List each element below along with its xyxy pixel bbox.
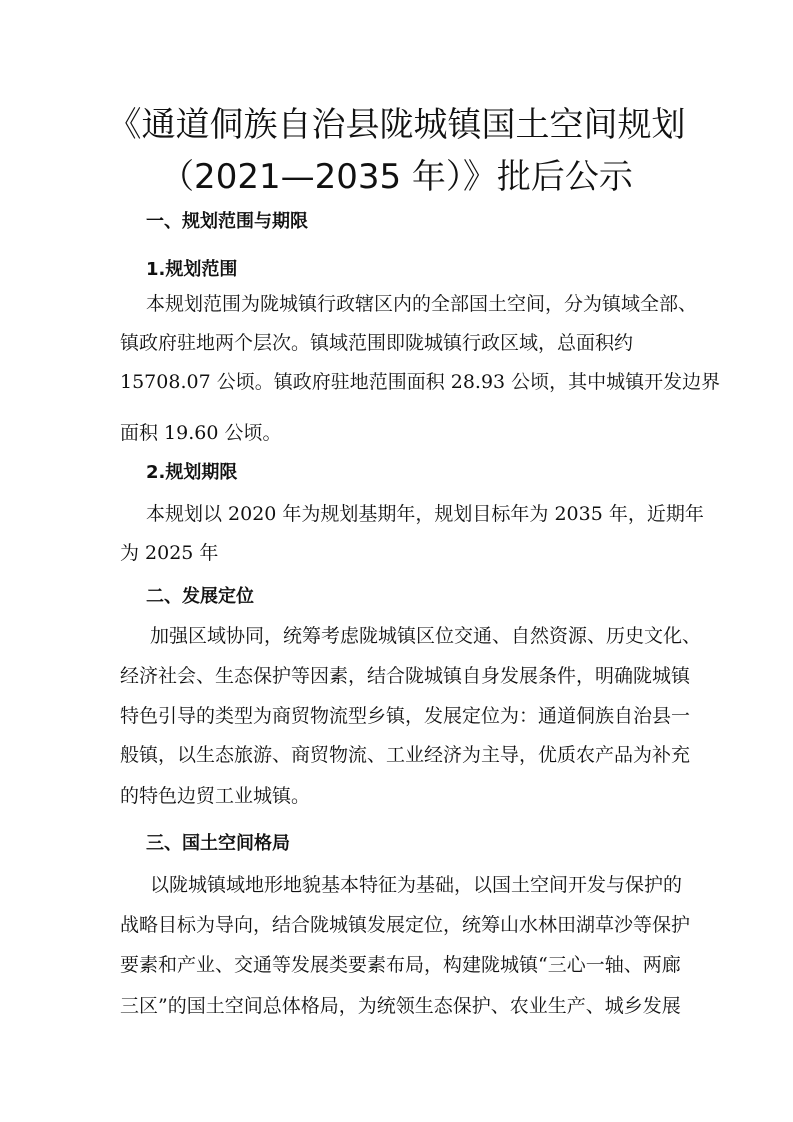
- paragraph-line: 战略目标为导向，结合陇城镇发展定位，统筹山水林田湖草沙等保护: [120, 914, 691, 936]
- document-title-line-1: 《通道侗族自治县陇城镇国土空间规划: [107, 105, 686, 145]
- section-1-heading: 一、规划范围与期限: [146, 211, 308, 232]
- paragraph-line: 本规划范围为陇城镇行政辖区内的全部国土空间，分为镇域全部、: [146, 293, 698, 315]
- paragraph-line: 般镇，以生态旅游、商贸物流、工业经济为主导，优质农产品为补充: [120, 744, 691, 766]
- paragraph-line: 镇政府驻地两个层次。镇域范围即陇城镇行政区域，总面积约: [120, 332, 634, 354]
- paragraph-line: 15708.07 公顷。镇政府驻地范围面积 28.93 公顷，其中城镇开发边界: [120, 371, 721, 393]
- paragraph-line: 的特色边贸工业城镇。: [120, 785, 311, 807]
- paragraph-line: 本规划以 2020 年为规划基期年，规划目标年为 2035 年，近期年: [146, 503, 704, 525]
- paragraph-line: 要素和产业、交通等发展类要素布局，构建陇城镇“三心一轴、两廊: [120, 954, 681, 976]
- paragraph-line: 特色引导的类型为商贸物流型乡镇，发展定位为：通道侗族自治县一: [120, 705, 691, 727]
- paragraph-line: 加强区域协同，统筹考虑陇城镇区位交通、自然资源、历史文化、: [150, 625, 702, 647]
- paragraph-line: 为 2025 年: [120, 542, 219, 564]
- paragraph-line: 面积 19.60 公顷。: [120, 422, 282, 444]
- paragraph-line: 以陇城镇域地形地貌基本特征为基础，以国土空间开发与保护的: [150, 874, 683, 896]
- section-1-sub-1-heading: 1.规划范围: [146, 259, 238, 280]
- section-2-heading: 二、发展定位: [146, 586, 254, 607]
- paragraph-line: 经济社会、生态保护等因素，结合陇城镇自身发展条件，明确陇城镇: [120, 665, 691, 687]
- paragraph-line: 三区”的国土空间总体格局，为统领生态保护、农业生产、城乡发展: [120, 995, 681, 1017]
- document-title-line-2: （2021—2035 年）》批后公示: [160, 157, 633, 197]
- section-1-sub-2-heading: 2.规划期限: [146, 462, 238, 483]
- section-3-heading: 三、国土空间格局: [146, 833, 290, 854]
